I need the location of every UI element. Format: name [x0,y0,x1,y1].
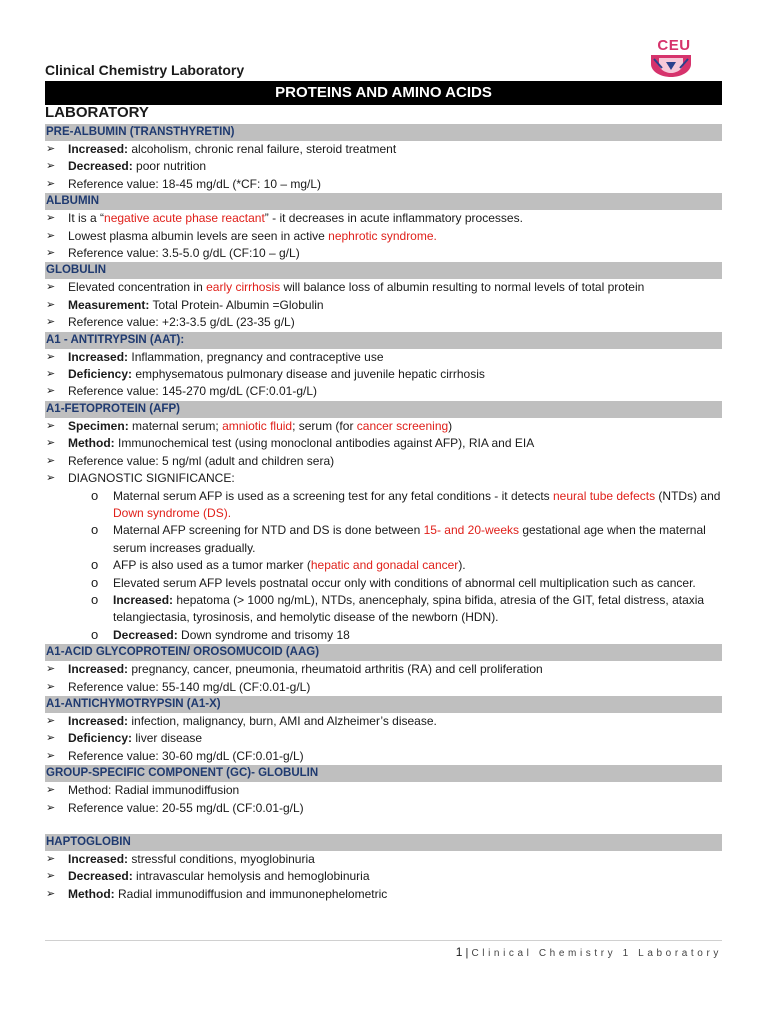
item-label: Method: [68,886,115,901]
highlight-text: negative acute phase reactant [104,211,265,226]
arrow-bullet-icon: ➢ [46,160,56,173]
spacer [45,817,722,834]
circle-bullet-icon: o [91,522,99,538]
highlight-text: nephrotic syndrome. [328,228,437,243]
section-heading: PRE-ALBUMIN (TRANSTHYRETIN) [45,124,722,141]
list-item [45,279,722,296]
item-label: Decreased: [113,627,178,642]
ceu-logo [648,38,700,80]
item-text: alcoholism, chronic renal failure, steroid treatment [128,142,397,156]
arrow-bullet-icon: ➢ [46,680,56,693]
item-text: Elevated serum AFP levels postnatal occur only with conditions of abnormal cell multiplication such as cancer. [113,575,696,590]
arrow-bullet-icon: ➢ [46,472,56,485]
list-item [45,886,722,903]
item-text: stressful conditions, myoglobinuria [128,852,315,866]
item-text: Reference value: 18-45 mg/dL (*CF: 10 – mg/L) [68,176,322,191]
item-text: Reference value: 145-270 mg/dL (CF:0.01-g/L) [68,384,318,399]
lab-title: Clinical Chemistry Laboratory [45,62,245,78]
item-text: Maternal AFP screening for NTD and DS is done between [113,523,424,538]
item-label: Increased: [68,852,129,866]
list-item [45,176,722,193]
item-label: Increased: [68,142,129,156]
item-text: Lowest plasma albumin levels are seen in active [68,228,329,243]
list-item [45,661,722,678]
list-item [45,383,722,400]
list-item [45,418,722,435]
list-item [45,868,722,885]
arrow-bullet-icon: ➢ [46,281,56,294]
circle-bullet-icon: o [91,574,99,590]
list-item [45,713,722,730]
list-item [45,141,722,158]
section-heading: A1 - ANTITRYPSIN (AAT): [45,332,722,349]
item-text: Method: Radial immunodiffusion [68,783,240,798]
item-text: ” - it decreases in acute inflammatory processes. [264,211,523,226]
arrow-bullet-icon: ➢ [46,385,56,398]
list-item [45,366,722,383]
item-label: Increased: [68,662,129,677]
item-text: Radial immunodiffusion and immunonephelometric [114,886,388,901]
highlight-text: hepatic and gonadal cancer [310,558,459,573]
list-item [45,782,722,799]
item-text: Reference value: 3.5-5.0 g/dL (CF:10 – g/L) [68,246,300,261]
list-item [45,435,722,452]
footer-separator: | [465,947,469,959]
section-label: LABORATORY [45,104,149,121]
item-text: Down syndrome and trisomy 18 [177,627,350,642]
circle-bullet-icon: o [91,557,99,573]
arrow-bullet-icon: ➢ [46,212,56,225]
item-text: hepatoma (> 1000 ng/mL), NTDs, anencephaly, spina bifida, atresia of the GIT, fetal distress, ataxia telangiectasia, tyrosinosis, and hemolytic disease of the newborn (HDN). [113,592,705,625]
circle-bullet-icon: o [91,591,99,607]
item-label: Increased: [68,713,129,728]
list-item [45,470,722,487]
circle-bullet-icon: o [91,626,99,642]
arrow-bullet-icon: ➢ [46,853,56,865]
shield-icon [648,54,694,78]
item-label: Deficiency: [68,367,133,382]
arrow-bullet-icon: ➢ [46,887,56,900]
arrow-bullet-icon: ➢ [46,732,56,745]
highlight-text: cancer screening [356,418,449,433]
highlight-text: neural tube defects [553,488,656,503]
item-text: Elevated concentration in [68,280,207,295]
arrow-bullet-icon: ➢ [46,437,56,450]
document-body [45,124,722,903]
arrow-bullet-icon: ➢ [46,316,56,329]
list-item [45,800,722,817]
arrow-bullet-icon: ➢ [46,143,56,155]
item-label: Deficiency: [68,731,133,746]
item-text: liver disease [132,731,203,746]
list-item [45,158,722,175]
arrow-bullet-icon: ➢ [46,749,56,762]
highlight-text: early cirrhosis [206,280,281,295]
section-heading: GROUP-SPECIFIC COMPONENT (GC)- GLOBULIN [45,765,722,782]
sub-list-item [45,627,722,644]
arrow-bullet-icon: ➢ [46,247,56,260]
section-heading: GLOBULIN [45,262,722,279]
arrow-bullet-icon: ➢ [46,177,56,190]
arrow-bullet-icon: ➢ [46,663,56,676]
sub-list-item [45,575,722,592]
list-item [45,245,722,262]
arrow-bullet-icon: ➢ [46,298,56,311]
item-label: Decreased: [68,869,133,884]
section-heading: A1-FETOPROTEIN (AFP) [45,401,722,418]
item-text: emphysematous pulmonary disease and juvenile hepatic cirrhosis [132,367,485,382]
highlight-text: amniotic fluid [222,418,293,433]
footer-text: Clinical Chemistry 1 Laboratory [471,948,722,959]
section-heading: A1-ACID GLYCOPROTEIN/ OROSOMUCOID (AAG) [45,644,722,661]
sub-list-item [45,488,722,523]
list-item [45,349,722,366]
list-item [45,314,722,331]
arrow-bullet-icon: ➢ [46,784,56,797]
item-label: Measurement: [68,297,150,312]
highlight-text: Down syndrome (DS). [113,505,232,520]
item-text: Reference value: 30-60 mg/dL (CF:0.01-g/L) [68,748,304,763]
section-heading: ALBUMIN [45,193,722,210]
item-text: poor nutrition [132,159,207,174]
item-text: Maternal serum AFP is used as a screening test for any fetal conditions - it detects [113,488,553,503]
list-item [45,210,722,227]
item-text: ). [458,558,466,573]
list-item [45,748,722,765]
item-text: Total Protein- Albumin =Globulin [149,297,324,312]
item-label: Increased: [68,349,129,364]
sub-list-item [45,522,722,557]
item-text: gestational age when the maternal serum increases gradually. [113,523,706,555]
list-item [45,297,722,314]
item-text: Reference value: +2:3-3.5 g/dL (23-35 g/L) [68,315,295,330]
list-item [45,453,722,470]
item-text: will balance loss of albumin resulting to normal levels of total protein [280,280,645,295]
item-label: Specimen: [68,418,129,433]
item-text: Reference value: 55-140 mg/dL (CF:0.01-g/L) [68,679,311,694]
item-text: AFP is also used as a tumor marker ( [113,558,311,573]
page-number: 1 [455,945,463,959]
arrow-bullet-icon: ➢ [46,454,56,467]
sub-list-item [45,557,722,574]
sub-list-item [45,592,722,627]
list-item [45,228,722,245]
item-text: maternal serum; [128,418,223,433]
arrow-bullet-icon: ➢ [46,714,56,727]
item-text: infection, malignancy, burn, AMI and Alzheimer’s disease. [128,713,437,728]
list-item [45,679,722,696]
arrow-bullet-icon: ➢ [46,419,56,432]
highlight-text: 15- and 20-weeks [423,523,519,538]
arrow-bullet-icon: ➢ [46,350,56,363]
item-text: ) [448,418,453,433]
arrow-bullet-icon: ➢ [46,801,56,814]
item-text: intravascular hemolysis and hemoglobinuria [132,869,370,884]
arrow-bullet-icon: ➢ [46,870,56,883]
item-text: (NTDs) and [655,488,721,503]
item-label: Decreased: [68,159,133,174]
circle-bullet-icon: o [91,487,99,503]
section-heading: HAPTOGLOBIN [45,834,722,851]
list-item [45,730,722,747]
section-heading: A1-ANTICHYMOTRYPSIN (A1-X) [45,696,722,713]
item-text: Reference value: 20-55 mg/dL (CF:0.01-g/L) [68,800,304,815]
item-text: Inflammation, pregnancy and contraceptive use [128,349,384,364]
item-text: pregnancy, cancer, pneumonia, rheumatoid arthritis (RA) and cell proliferation [128,662,543,677]
arrow-bullet-icon: ➢ [46,368,56,381]
page-footer [45,940,722,959]
arrow-bullet-icon: ➢ [46,229,56,242]
item-text: ; serum (for [292,418,357,433]
document-title: PROTEINS AND AMINO ACIDS [45,81,722,105]
logo-text: CEU [657,37,691,54]
list-item [45,851,722,868]
item-text: Reference value: 5 ng/ml (adult and children sera) [68,453,335,468]
item-text: DIAGNOSTIC SIGNIFICANCE: [68,471,235,486]
item-text: It is a “ [68,211,105,226]
item-label: Method: [68,436,115,451]
item-label: Increased: [113,592,174,607]
item-text: Immunochemical test (using monoclonal antibodies against AFP), RIA and EIA [114,436,535,451]
